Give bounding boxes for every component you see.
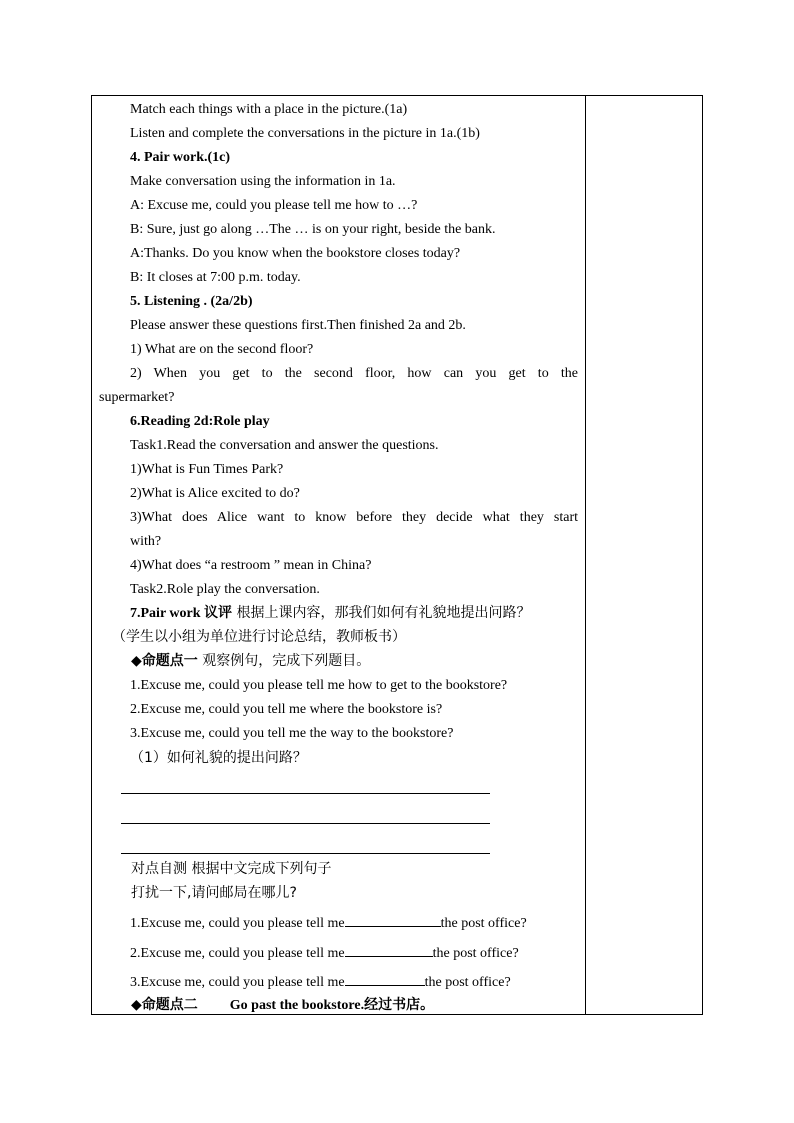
text-line: Make conversation using the information in 1a. xyxy=(130,174,396,189)
section-heading: 4. Pair work.(1c) xyxy=(130,150,231,165)
text-line: supermarket? xyxy=(99,390,175,405)
point2-text: Go past the bookstore. xyxy=(229,998,365,1013)
text-line: B: It closes at 7:00 p.m. today. xyxy=(130,270,301,285)
answer-line xyxy=(121,823,490,824)
selftest-item xyxy=(130,912,527,934)
answer-blank[interactable] xyxy=(345,971,425,986)
point2-heading xyxy=(131,995,434,1016)
text-line: Task2.Role play the conversation. xyxy=(130,582,320,597)
selftest-item xyxy=(130,971,511,993)
text-line: B: Sure, just go along …The … is on your right, beside the bank. xyxy=(130,222,496,237)
text-line: Task1.Read the conversation and answer the questions. xyxy=(130,438,439,453)
pairwork-lead: 7.Pair work 议评 xyxy=(130,606,233,621)
text-line: 4)What does “a restroom ” mean in China? xyxy=(130,558,372,573)
selftest-item-end: the post office? xyxy=(424,975,511,990)
pairwork-note: （学生以小组为单位进行讨论总结，教师板书） xyxy=(112,629,406,645)
selftest-prompt: 打扰一下,请问邮局在哪儿? xyxy=(131,885,297,901)
text-line: A:Thanks. Do you know when the bookstore closes today? xyxy=(130,246,461,261)
text-line: 1)What is Fun Times Park? xyxy=(130,462,284,477)
text-line: with? xyxy=(130,534,162,549)
answer-blank[interactable] xyxy=(345,942,433,957)
answer-line xyxy=(121,793,490,794)
pairwork-text: 根据上课内容，那我们如何有礼貌地提出问路？ xyxy=(232,605,531,621)
example-sentence: 1.Excuse me, could you please tell me how to get to the bookstore? xyxy=(130,678,508,693)
section-heading: 6.Reading 2d:Role play xyxy=(130,414,270,429)
point1-heading xyxy=(131,651,370,671)
text-line: Listen and complete the conversations in the picture in 1a.(1b) xyxy=(130,126,480,141)
column-divider xyxy=(585,95,586,1015)
text-line: 2)What is Alice excited to do? xyxy=(130,486,300,501)
answer-blank[interactable] xyxy=(345,912,441,927)
point1-text: 观察例句，完成下列题目。 xyxy=(197,653,371,669)
point1-label: ◆命题点一 xyxy=(131,653,198,669)
example-sentence: 2.Excuse me, could you tell me where the bookstore is? xyxy=(130,702,443,717)
selftest-item-text: 2.Excuse me, could you please tell me xyxy=(130,946,345,961)
text-line: Match each things with a place in the picture.(1a) xyxy=(130,102,408,117)
text-line: Please answer these questions first.Then finished 2a and 2b. xyxy=(130,318,466,333)
point1-question: （1）如何礼貌的提出问路？ xyxy=(130,750,307,766)
text-line: 2) When you get to the second floor, how can you get to the xyxy=(130,366,578,381)
selftest-item xyxy=(130,942,519,964)
example-sentence: 3.Excuse me, could you tell me the way to the bookstore? xyxy=(130,726,454,741)
selftest-item-text: 1.Excuse me, could you please tell me xyxy=(130,916,345,931)
point2-cn: 经过书店。 xyxy=(364,997,435,1013)
text-line: 3)What does Alice want to know before they decide what they start xyxy=(130,510,578,525)
selftest-title: 对点自测 根据中文完成下列句子 xyxy=(131,861,332,877)
selftest-item-end: the post office? xyxy=(440,916,527,931)
answer-line xyxy=(121,853,490,854)
selftest-item-end: the post office? xyxy=(432,946,519,961)
selftest-item-text: 3.Excuse me, could you please tell me xyxy=(130,975,345,990)
section-heading: 5. Listening . (2a/2b) xyxy=(130,294,253,309)
point2-label: ◆命题点二 xyxy=(131,997,198,1013)
text-line: 1) What are on the second floor? xyxy=(130,342,314,357)
pairwork-heading xyxy=(130,603,530,624)
text-line: A: Excuse me, could you please tell me how to …? xyxy=(130,198,418,213)
